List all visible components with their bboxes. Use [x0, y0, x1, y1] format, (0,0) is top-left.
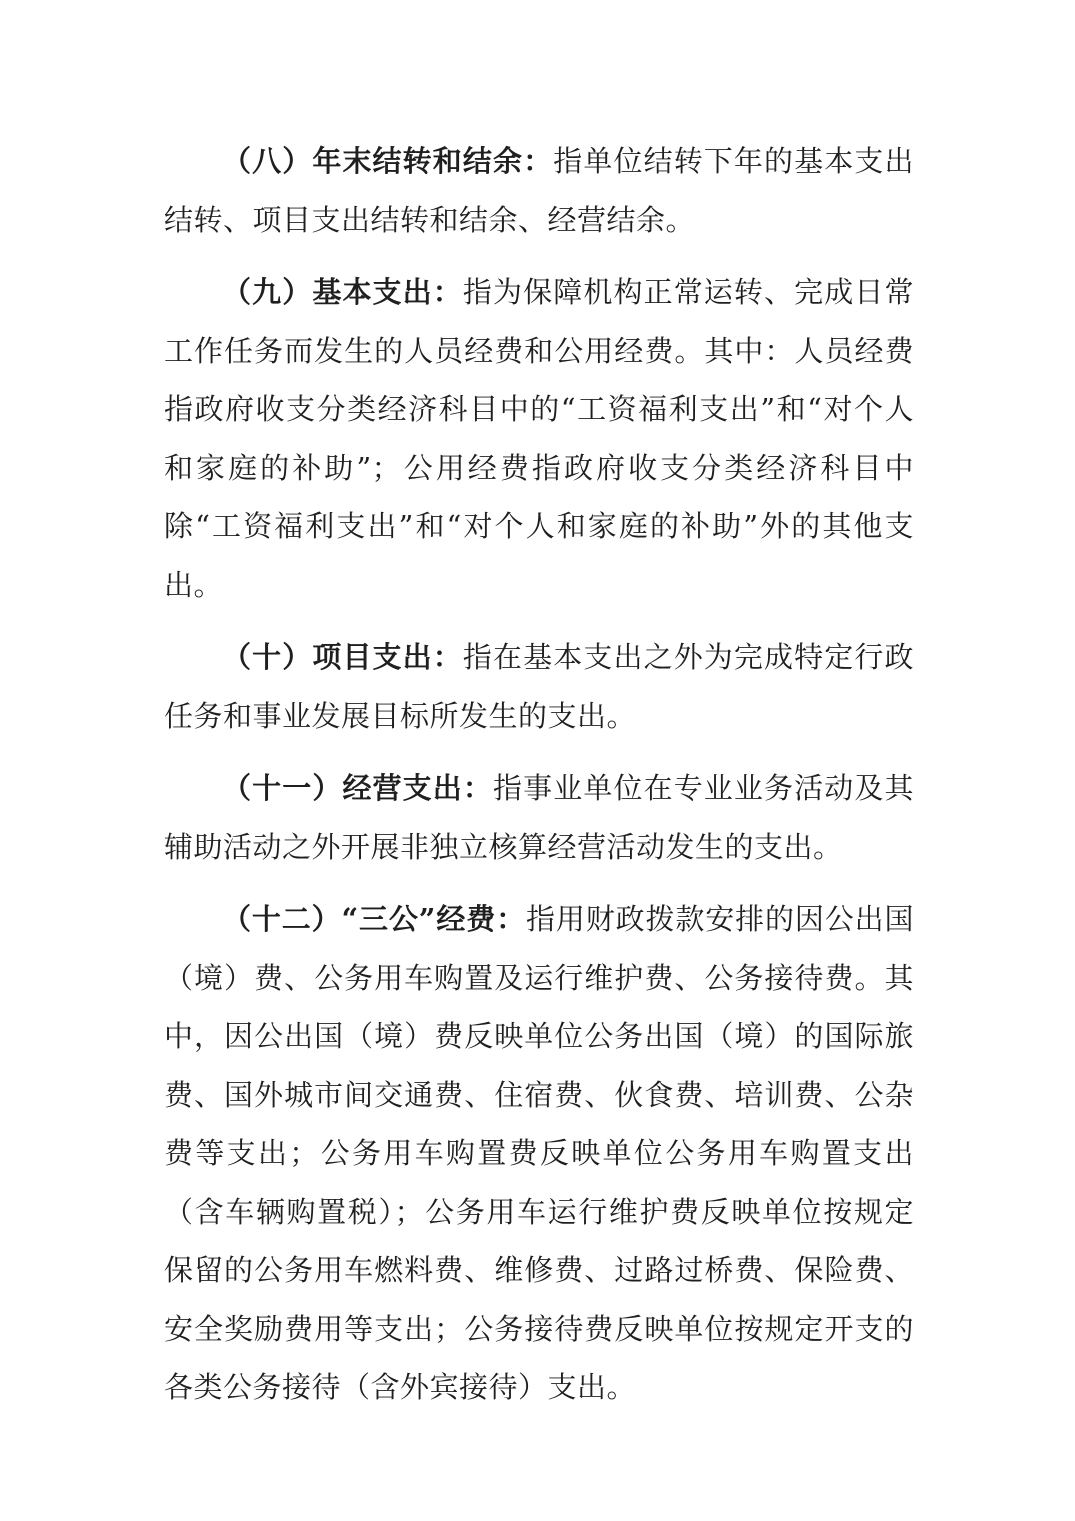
term-basic-expenditure: （九）基本支出： [222, 275, 463, 309]
term-operating-expenditure: （十一）经营支出： [222, 771, 494, 805]
definition-project-expenditure: 指在基本支出之外为完成特定行政任务和事业发展目标所发生的支出。 [164, 640, 914, 733]
term-year-end-carryover: （八）年末结转和结余： [222, 144, 554, 178]
definition-operating-expenditure: 指事业单位在专业业务活动及其辅助活动之外开展非独立核算经营活动发生的支出。 [164, 771, 914, 864]
definition-three-public-expenses: 指用财政拨款安排的因公出国（境）费、公务用车购置及运行维护费、公务接待费。其中，因公出国（境）费反映单位公务出国（境）的国际旅费、国外城市间交通费、住宿费、伙食费、培训费、公杂费等支出；公务用车购置费反映单位公务用车购置支出（含车辆购置税）；公务用车运行维护费反映单位按规定保留的公务用车燃料费、维修费、过路过桥费、保险费、安全奖励费用等支出；公务接待费反映单位按规定开支的各类公务接待（含外宾接待）支出。 [164, 902, 914, 1404]
term-project-expenditure: （十）项目支出： [222, 640, 463, 674]
paragraph-project-expenditure [164, 628, 914, 745]
term-three-public-expenses: （十二）“三公”经费： [222, 902, 526, 936]
paragraph-basic-expenditure [164, 263, 914, 614]
definition-basic-expenditure: 指为保障机构正常运转、完成日常工作任务而发生的人员经费和公用经费。其中：人员经费指政府收支分类经济科目中的“工资福利支出”和“对个人和家庭的补助”；公用经费指政府收支分类经济科目中除“工资福利支出”和“对个人和家庭的补助”外的其他支出。 [164, 275, 914, 602]
paragraph-year-end-carryover [164, 132, 914, 249]
definition-year-end-carryover: 指单位结转下年的基本支出结转、项目支出结转和结余、经营结余。 [164, 144, 914, 237]
document-body [164, 132, 914, 1431]
paragraph-operating-expenditure [164, 759, 914, 876]
paragraph-three-public-expenses [164, 890, 914, 1417]
